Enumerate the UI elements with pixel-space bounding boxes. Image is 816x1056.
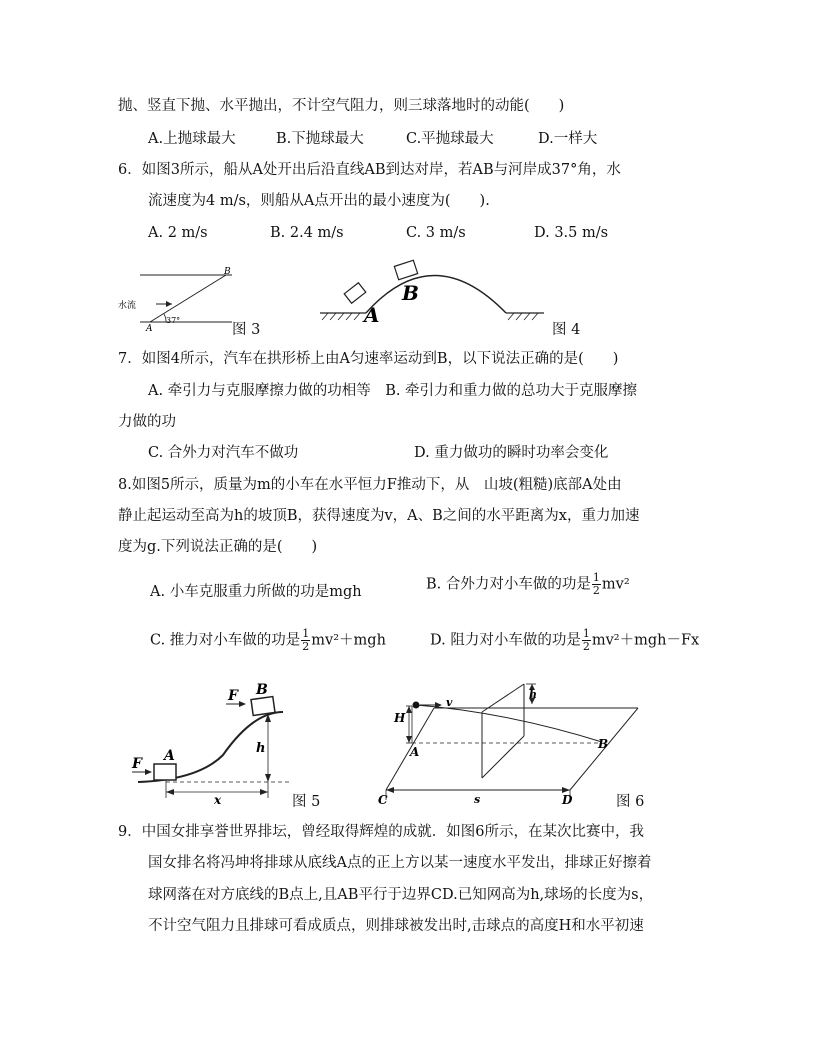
fig4-label-b: B [402, 281, 419, 305]
fig3-label-angle: 37° [166, 316, 181, 325]
fraction-half: $\frac{1}{2}$ [302, 627, 310, 653]
figure-4-caption: 图 4 [552, 322, 581, 338]
q9-stem-line2: 国女排名将冯坤将排球从底线A点的正上方以某一速度水平发出，排球正好擦着 [148, 855, 652, 871]
fig6-label-a: A [410, 745, 420, 759]
q8-stem-line1: 8.如图5所示，质量为m的小车在水平恒力F推动下，从 山坡(粗糙)底部A处由 [118, 477, 622, 493]
fig6-label-c: C [378, 793, 388, 807]
q6-stem-line1: 6．如图3所示，船从A处开出后沿直线AB到达对岸，若AB与河岸成37°角，水 [118, 162, 621, 178]
fig3-label-flow: 水流 [118, 301, 137, 311]
fig5-label-f-bottom: F [132, 756, 142, 772]
q7-options-ab-line1: A. 牵引力与克服摩擦力做的功相等 B. 牵引力和重力做的总功大于克服摩擦 [148, 383, 638, 399]
q7-option-c: C. 合外力对汽车不做功 [148, 445, 299, 461]
fig4-label-a: A [364, 303, 380, 327]
fig5-label-b: B [256, 682, 268, 698]
q8-stem-line3: 度为g.下列说法正确的是( ) [118, 539, 318, 555]
q8-option-c: C. 推力对小车做的功是 $\frac{1}{2}$ mv²＋mgh [150, 627, 386, 653]
fig5-label-h: h [256, 741, 266, 756]
q6-stem-line2: 流速度为4 m/s，则船从A点开出的最小速度为( ). [148, 193, 490, 209]
q6-option-a: A. 2 m/s [148, 225, 208, 241]
q5-option-a: A.上抛球最大 [148, 131, 236, 147]
q5-option-c: C.平抛球最大 [406, 131, 494, 147]
figure-4-arch-bridge [318, 258, 548, 326]
q7-stem: 7．如图4所示，汽车在拱形桥上由A匀速率运动到B，以下说法正确的是( ) [118, 351, 619, 367]
q6-option-b: B. 2.4 m/s [270, 225, 344, 241]
fig6-label-b: B [598, 737, 609, 751]
q6-option-c: C. 3 m/s [406, 225, 466, 241]
figure-3-river-diagram [110, 262, 240, 334]
fig3-label-b: B [224, 267, 231, 277]
q5-option-b: B.下抛球最大 [276, 131, 364, 147]
q9-stem-line4: 不计空气阻力且排球可看成质点，则排球被发出时,击球点的高度H和水平初速 [148, 918, 644, 934]
q9-stem-line1: 9．中国女排享誉世界排坛，曾经取得辉煌的成就．如图6所示，在某次比赛中，我 [118, 824, 644, 840]
fig6-label-h-net: h [529, 688, 537, 701]
figure-3-caption: 图 3 [232, 322, 261, 338]
figure-6-volleyball-court [376, 676, 646, 808]
fraction-half: $\frac{1}{2}$ [592, 571, 600, 597]
q8-option-b: B. 合外力对小车做的功是 $\frac{1}{2}$ mv² [426, 571, 630, 597]
q8-option-d: D. 阻力对小车做的功是 $\frac{1}{2}$ mv²＋mgh－Fx [430, 627, 700, 653]
q5-stem: 抛、竖直下抛、水平抛出，不计空气阻力，则三球落地时的动能( ) [118, 98, 565, 114]
q8-option-a: A. 小车克服重力所做的功是mgh [150, 584, 362, 600]
q7-option-d: D. 重力做功的瞬时功率会变化 [414, 445, 609, 461]
figure-5-hill-diagram [128, 680, 298, 807]
fig5-label-f-top: F [228, 688, 238, 704]
fig6-label-h-height: H [394, 711, 406, 725]
fig6-label-v: v [446, 696, 453, 709]
q9-stem-line3: 球网落在对方底线的B点上,且AB平行于边界CD.已知网高为h,球场的长度为s， [148, 887, 654, 903]
fig5-label-a: A [164, 748, 175, 764]
fig3-label-a: A [146, 324, 153, 334]
q7-options-ab-line2: 力做的功 [118, 414, 176, 430]
fraction-half: $\frac{1}{2}$ [582, 627, 590, 653]
fig5-label-x: x [214, 793, 222, 807]
q5-option-d: D.一样大 [538, 131, 598, 147]
fig6-label-d: D [562, 793, 573, 807]
figure-5-caption: 图 5 [292, 794, 321, 810]
q6-option-d: D. 3.5 m/s [534, 225, 609, 241]
fig6-label-s: s [474, 793, 481, 806]
figure-6-caption: 图 6 [616, 794, 645, 810]
q8-stem-line2: 静止起运动至高为h的坡顶B，获得速度为v，A、B之间的水平距离为x，重力加速 [118, 508, 640, 524]
